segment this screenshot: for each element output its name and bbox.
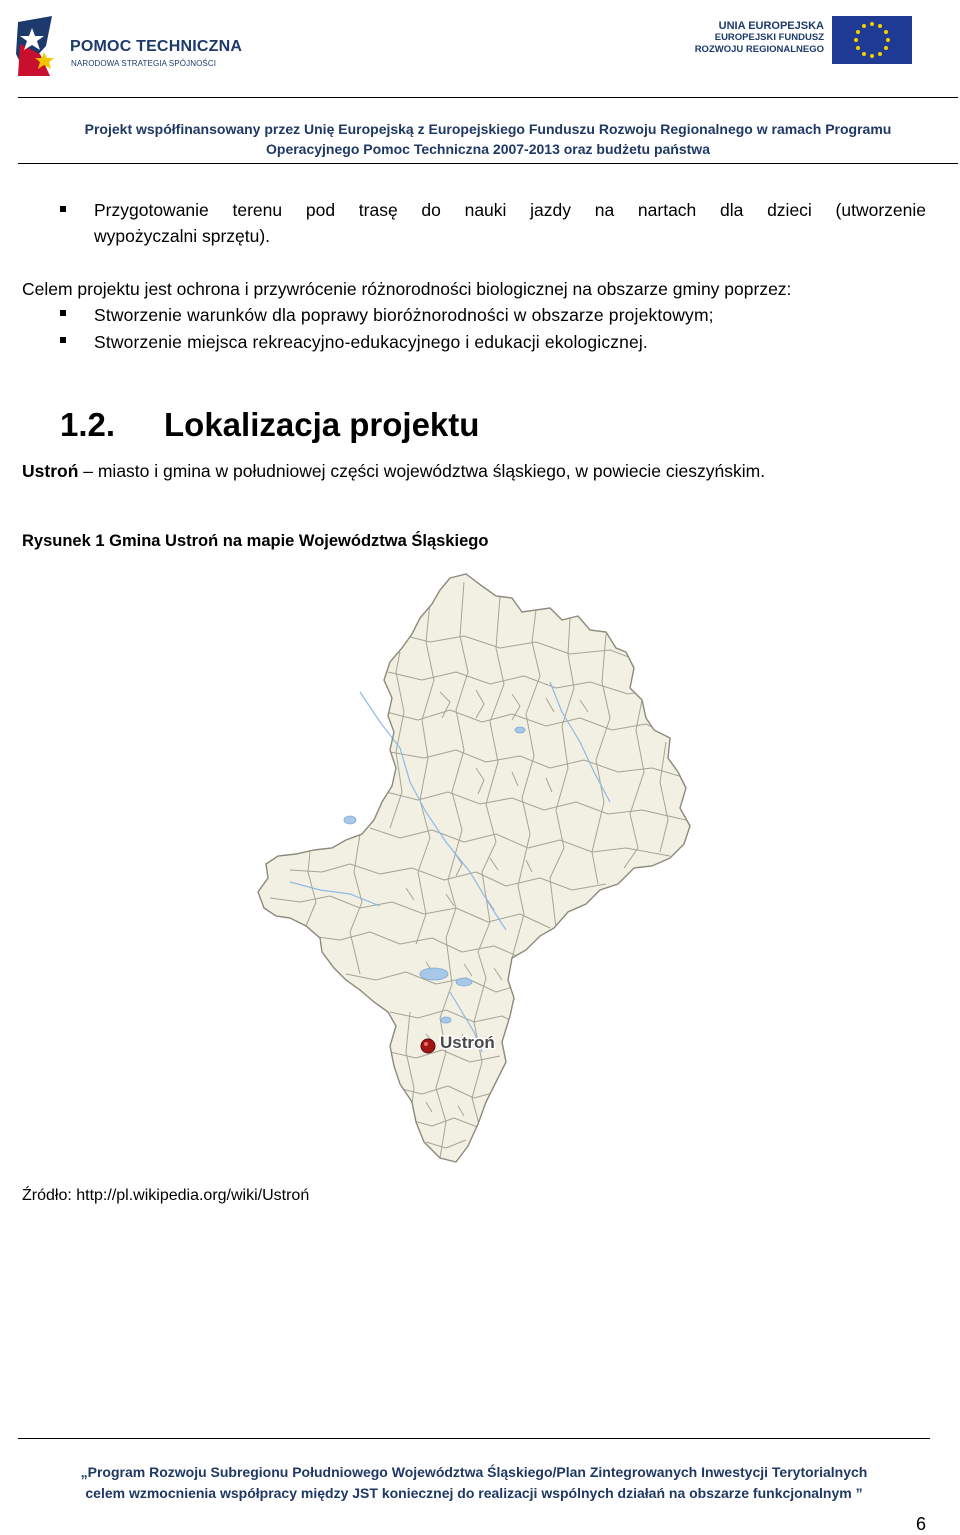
location-name: Ustroń xyxy=(22,461,79,481)
header-line-1: Projekt współfinansowany przez Unię Europejską z Europejskiego Funduszu Rozwoju Regionalnego w ramach Programu xyxy=(84,121,892,137)
location-description: – miasto i gmina w południowej części województwa śląskiego, w powiecie cieszyńskim. xyxy=(78,461,766,481)
header-rule-top xyxy=(18,97,958,98)
bullet-item-2: Stworzenie miejsca rekreacyjno-edukacyjnego i edukacji ekologicznej. xyxy=(94,332,648,352)
logo-left-subtitle: NARODOWA STRATEGIA SPÓJNOŚCI xyxy=(71,59,217,68)
map-label-ustron: Ustroń xyxy=(440,1033,495,1052)
pomoc-techniczna-logo xyxy=(14,14,254,84)
eu-logo-text xyxy=(695,20,824,56)
intro-paragraph: Celem projektu jest ochrona i przywrócenie różnorodności biologicznej na obszarze gminy poprzez: xyxy=(22,279,792,299)
ustron-marker-icon xyxy=(421,1039,435,1053)
bullet-top-line1: Przygotowanie terenu pod trasę do nauki jazdy na nartach dla dzieci (utworzenie xyxy=(94,200,926,220)
header-line-2: Operacyjnego Pomoc Techniczna 2007-2013 oraz budżetu państwa xyxy=(266,141,710,157)
eu-flag-icon xyxy=(832,16,912,64)
header-text xyxy=(18,119,958,159)
location-paragraph xyxy=(22,459,765,483)
figure-source: Źródło: http://pl.wikipedia.org/wiki/Ustroń xyxy=(22,1187,310,1204)
header-rule-bottom xyxy=(18,163,958,164)
section-heading xyxy=(60,406,479,444)
bullet-top-line2: wypożyczalni sprzętu). xyxy=(94,226,271,246)
footer-line-2: celem wzmocnienia współpracy między JST koniecznej do realizacji wspólnych działań na obszarze funkcjonalnym ” xyxy=(85,1485,863,1501)
page-number: 6 xyxy=(915,1514,926,1534)
figure-caption: Rysunek 1 Gmina Ustroń na mapie Województwa Śląskiego xyxy=(22,532,489,550)
bullet-marker xyxy=(60,337,66,343)
eu-logo-line1: UNIA EUROPEJSKA xyxy=(718,20,824,32)
eu-logo-line3: ROZWOJU REGIONALNEGO xyxy=(694,44,824,55)
star-logo-icon xyxy=(14,14,64,84)
footer-text xyxy=(18,1462,930,1504)
section-title: Lokalizacja projektu xyxy=(164,406,480,443)
section-number: 1.2. xyxy=(60,406,116,443)
eu-logo xyxy=(682,14,912,66)
eu-logo-line2: EUROPEJSKI FUNDUSZ xyxy=(714,32,824,43)
silesia-map xyxy=(250,572,720,1172)
footer-line-1: „Program Rozwoju Subregionu Południowego Województwa Śląskiego/Plan Zintegrowanych Inwestycji Terytorialnych xyxy=(80,1464,868,1480)
bullet-marker xyxy=(60,206,66,212)
bullet-marker xyxy=(60,310,66,316)
bullet-item-1: Stworzenie warunków dla poprawy bioróżnorodności w obszarze projektowym; xyxy=(94,305,714,325)
logo-left-title: POMOC TECHNICZNA xyxy=(70,38,243,55)
footer-rule xyxy=(18,1438,930,1439)
